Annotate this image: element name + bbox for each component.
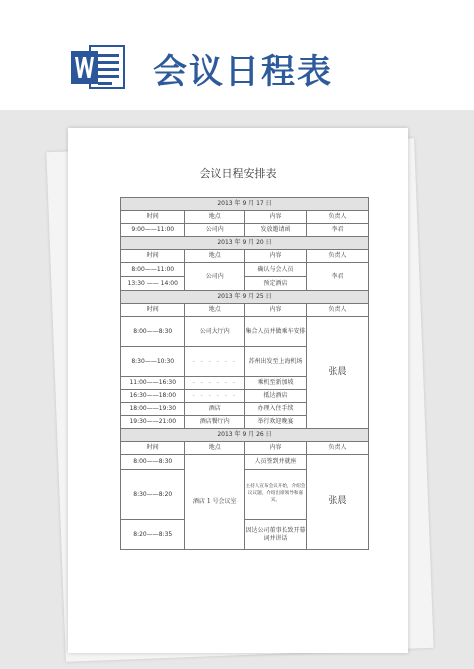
header-row	[121, 250, 369, 263]
date-row	[121, 291, 369, 304]
time-cell: 8:30——10:30	[121, 347, 185, 377]
place-cell: 酒店 1 号会议室	[185, 455, 245, 550]
owner-cell: 张晨	[306, 455, 368, 550]
header-content: 内容	[244, 304, 306, 317]
place-cell: 酒店餐厅内	[185, 416, 245, 429]
banner	[0, 0, 474, 110]
content-cell: 办理入住手续	[244, 403, 306, 416]
owner-cell: 李君	[306, 263, 368, 291]
table-row	[121, 455, 369, 470]
table-row	[121, 224, 369, 237]
header-time: 时间	[121, 250, 185, 263]
owner-cell: 李君	[306, 224, 368, 237]
header-row	[121, 442, 369, 455]
time-cell: 8:30——8:20	[121, 470, 185, 520]
date-cell: 2013 年 9 月 17 日	[121, 198, 369, 211]
table-row	[121, 317, 369, 347]
time-cell: 8:20——8:35	[121, 520, 185, 550]
time-cell: 19:30——21:00	[121, 416, 185, 429]
content-cell: 举行欢迎晚宴	[244, 416, 306, 429]
content-cell: 集合人员并做乘车安排	[244, 317, 306, 347]
content-cell: 苏州出发至上海机场	[244, 347, 306, 377]
time-cell: 8:00——11:00	[121, 263, 185, 277]
header-place: 地点	[185, 211, 245, 224]
header-place: 地点	[185, 304, 245, 317]
header-content: 内容	[244, 250, 306, 263]
content-cell: 乘机至新加坡	[244, 377, 306, 390]
banner-title: 会议日程表	[153, 52, 333, 92]
header-owner: 负责人	[306, 250, 368, 263]
place-cell: - - - - - -	[185, 347, 245, 377]
content-cell: 预定酒店	[244, 277, 306, 291]
owner-cell: 张晨	[306, 317, 368, 429]
place-cell: - - - - - -	[185, 377, 245, 390]
header-time: 时间	[121, 304, 185, 317]
content-cell: 确认与会人员	[244, 263, 306, 277]
header-owner: 负责人	[306, 304, 368, 317]
place-cell: 公司内	[185, 263, 245, 291]
time-cell: 16:30——18:00	[121, 390, 185, 403]
date-cell: 2013 年 9 月 26 日	[121, 429, 369, 442]
date-row	[121, 198, 369, 211]
place-cell: 公司大厅内	[185, 317, 245, 347]
content-cell: 主持人宣布会议开始，介绍会议议题，介绍出席领导和嘉宾。	[244, 470, 306, 520]
header-row	[121, 211, 369, 224]
time-cell: 9:00——11:00	[121, 224, 185, 237]
place-cell: 公司内	[185, 224, 245, 237]
header-owner: 负责人	[306, 211, 368, 224]
date-cell: 2013 年 9 月 25 日	[121, 291, 369, 304]
time-cell: 8:00——8:30	[121, 317, 185, 347]
header-content: 内容	[244, 211, 306, 224]
time-cell: 11:00——16:30	[121, 377, 185, 390]
header-time: 时间	[121, 211, 185, 224]
place-cell: 酒店	[185, 403, 245, 416]
content-cell: 人员签到并就座	[244, 455, 306, 470]
time-cell: 8:00——8:30	[121, 455, 185, 470]
content-cell: 抵达酒店	[244, 390, 306, 403]
document-title: 会议日程安排表	[199, 167, 277, 180]
document-page	[68, 128, 408, 653]
header-time: 时间	[121, 442, 185, 455]
content-cell: 因达公司董事长致开幕词并讲话	[244, 520, 306, 550]
header-row	[121, 304, 369, 317]
time-cell: 13:30 —— 14:00	[121, 277, 185, 291]
time-cell: 18:00——19:30	[121, 403, 185, 416]
table-row	[121, 263, 369, 277]
place-cell: - - - - - -	[185, 390, 245, 403]
header-content: 内容	[244, 442, 306, 455]
date-row	[121, 237, 369, 250]
header-place: 地点	[185, 442, 245, 455]
date-cell: 2013 年 9 月 20 日	[121, 237, 369, 250]
date-row	[121, 429, 369, 442]
schedule-table	[120, 197, 369, 550]
word-logo-icon	[70, 42, 126, 92]
header-place: 地点	[185, 250, 245, 263]
header-owner: 负责人	[306, 442, 368, 455]
content-cell: 发放邀请函	[244, 224, 306, 237]
